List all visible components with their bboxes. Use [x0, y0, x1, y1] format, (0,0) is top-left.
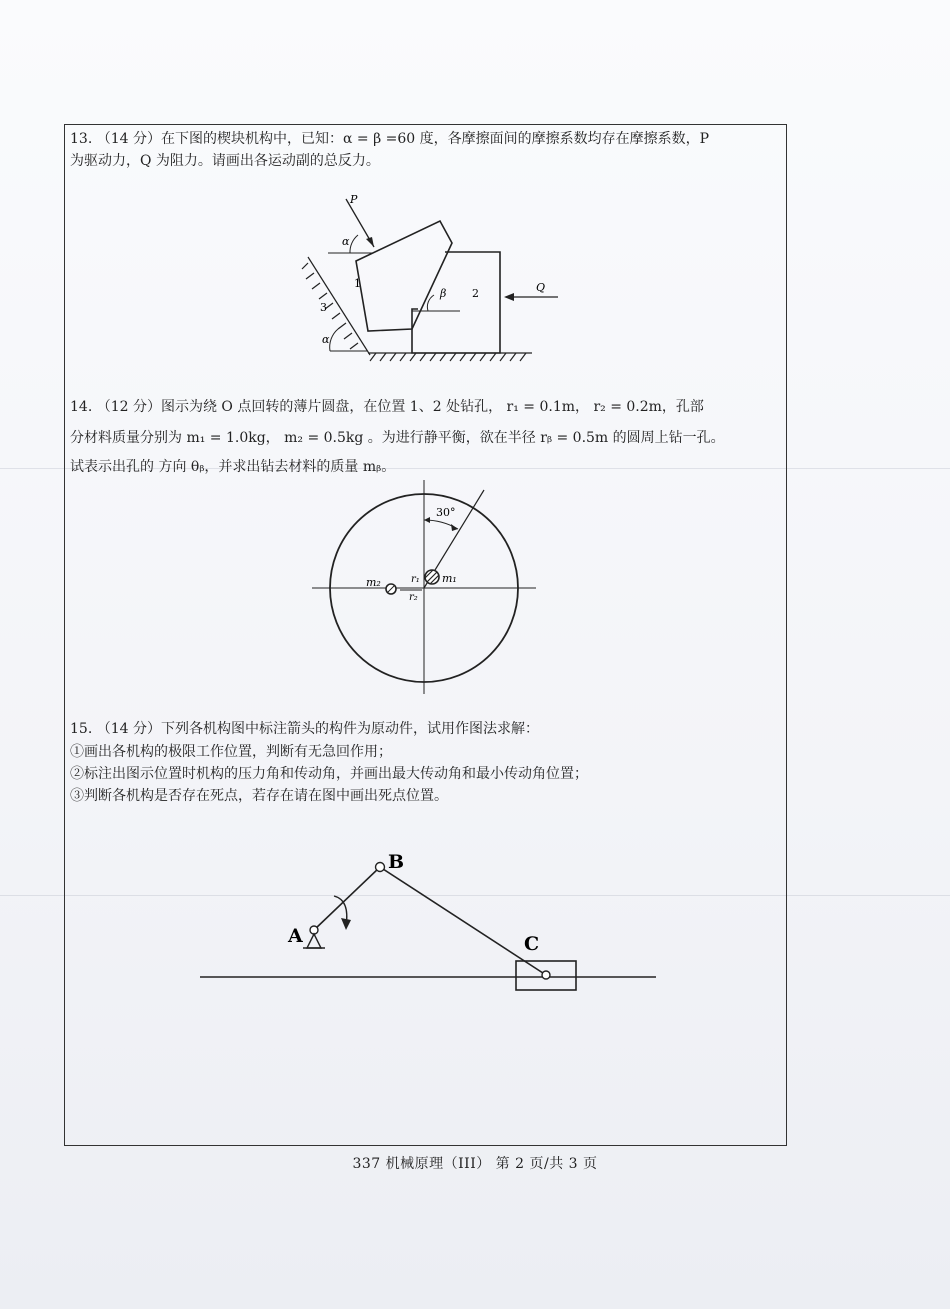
label-angle: 30°	[436, 506, 456, 519]
q13-line1: 13. （14 分）在下图的楔块机构中，已知：α = β =60 度，各摩擦面间的摩擦系数均存在摩擦系数，P	[70, 131, 710, 147]
wedge-block-1	[356, 221, 452, 331]
label-part-2: 2	[472, 287, 479, 300]
label-a: A	[288, 925, 303, 947]
q14-line2: 分材料质量分别为 m₁ = 1.0kg， m₂ = 0.5kg 。为进行静平衡，欲在半径 rᵦ = 0.5m 的圆周上钻一孔。	[70, 430, 725, 446]
label-p: P	[350, 193, 358, 206]
q15-line1: 15. （14 分）下列各机构图中标注箭头的构件为原动件，试用作图法求解：	[70, 721, 539, 737]
label-r1: r₁	[411, 574, 420, 585]
inclined-ground	[302, 257, 370, 355]
label-b: B	[388, 851, 405, 873]
label-r2: r₂	[409, 592, 418, 603]
link-bc	[380, 867, 546, 975]
q15-line4: ③判断各机构是否存在死点，若存在请在图中画出死点位置。	[70, 788, 448, 804]
label-m1: m₁	[442, 572, 457, 585]
q14-line1: 14. （12 分）图示为绕 O 点回转的薄片圆盘，在位置 1、2 处钻孔， r₁ = 0.1m， r₂ = 0.2m，孔部	[70, 399, 704, 415]
label-q: Q	[536, 281, 546, 294]
label-m2: m₂	[366, 576, 381, 589]
label-part-3: 3	[320, 301, 327, 314]
joint-c	[542, 971, 550, 979]
label-alpha-bottom: α	[322, 333, 330, 346]
q15-line3: ②标注出图示位置时机构的压力角和传动角，并画出最大传动角和最小传动角位置；	[70, 766, 588, 782]
label-part-1: 1	[354, 277, 361, 290]
q15-line2: ①画出各机构的极限工作位置，判断有无急回作用；	[70, 744, 392, 760]
q14-line3: 试表示出孔的 方向 θᵦ，并求出钻去材料的质量 mᵦ。	[70, 459, 396, 475]
bottom-ground	[368, 353, 532, 361]
label-beta: β	[440, 287, 447, 300]
fixed-pivot-a	[307, 934, 321, 948]
label-c: C	[524, 933, 540, 955]
wedge-mechanism-diagram	[300, 185, 570, 365]
q13-line2: 为驱动力，Q 为阻力。请画出各运动副的总反力。	[70, 153, 380, 169]
page-footer: 337 机械原理（III） 第 2 页/共 3 页	[352, 1156, 598, 1172]
joint-b	[376, 863, 385, 872]
slider-crank-diagram	[190, 838, 670, 998]
disc-balance-diagram	[308, 478, 548, 698]
label-alpha-top: α	[342, 235, 350, 248]
